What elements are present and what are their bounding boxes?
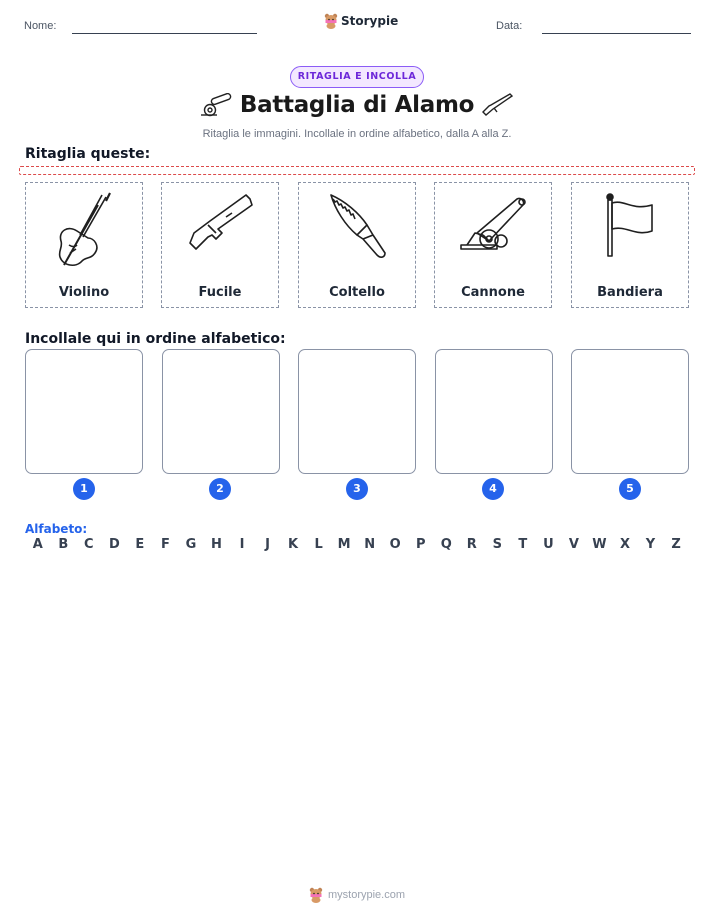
cut-card-fucile[interactable] (161, 182, 279, 308)
cut-card-coltello[interactable] (298, 182, 416, 308)
paste-slot-4[interactable] (435, 349, 553, 474)
cut-card-violino[interactable] (25, 182, 143, 308)
letter: C (84, 537, 94, 552)
letter: N (364, 537, 376, 552)
slot-number-4: 4 (482, 478, 504, 500)
slot-number-3: 3 (346, 478, 368, 500)
rifle-title-icon (481, 93, 515, 119)
bear-mascot-icon (324, 13, 338, 29)
violin-icon (50, 191, 120, 271)
flag-icon (596, 191, 666, 271)
paste-slot-5[interactable] (571, 349, 689, 474)
letter: R (466, 537, 477, 552)
letter: U (543, 537, 554, 552)
letter: Z (671, 537, 681, 552)
cannon-icon (459, 191, 529, 271)
letter: O (389, 537, 401, 552)
cut-card-label: Bandiera (597, 285, 663, 300)
letter: M (337, 537, 351, 552)
slot-number-5: 5 (619, 478, 641, 500)
cut-card-label: Cannone (461, 285, 525, 300)
letter: H (211, 537, 222, 552)
letter: A (32, 537, 43, 552)
letter: I (239, 537, 245, 552)
name-field-line[interactable] (72, 33, 257, 34)
letter: Q (440, 537, 452, 552)
letter: J (265, 537, 270, 552)
page-title: Battaglia di Alamo (239, 92, 475, 118)
cut-card-label: Fucile (198, 285, 242, 300)
instructions: Ritaglia le immagini. Incollale in ordine alfabetico, dalla A alla Z. (202, 128, 512, 140)
letter: F (160, 537, 170, 552)
activity-badge: RITAGLIA E INCOLLA (290, 66, 424, 88)
letter: S (492, 537, 502, 552)
letter: Y (645, 537, 656, 552)
letter: D (108, 537, 120, 552)
letter: L (314, 537, 323, 552)
name-label: Nome: (24, 20, 57, 32)
paste-section-heading: Incollale qui in ordine alfabetico: (25, 331, 286, 347)
cut-card-cannone[interactable] (434, 182, 552, 308)
cut-card-label: Coltello (329, 285, 385, 300)
storypie-logo (324, 13, 398, 29)
letter: B (58, 537, 69, 552)
paste-slot-2[interactable] (162, 349, 280, 474)
paste-slot-3[interactable] (298, 349, 416, 474)
letter: P (415, 537, 426, 552)
brand-name: Storypie (341, 14, 399, 28)
footer (309, 887, 405, 903)
bear-mascot-icon (309, 887, 323, 903)
letter: E (135, 537, 145, 552)
footer-url[interactable]: mystorypie.com (328, 889, 406, 901)
date-field-line[interactable] (542, 33, 691, 34)
letter: K (288, 537, 299, 552)
letter: W (592, 537, 607, 552)
alphabet-heading: Alfabeto: (25, 522, 88, 536)
paste-slot-1[interactable] (25, 349, 143, 474)
slot-number-2: 2 (209, 478, 231, 500)
date-label: Data: (496, 20, 523, 32)
cut-card-bandiera[interactable] (571, 182, 689, 308)
letter: G (185, 537, 197, 552)
alphabet-row (25, 537, 689, 552)
slot-number-1: 1 (73, 478, 95, 500)
cut-line (19, 166, 695, 175)
letter: X (619, 537, 630, 552)
letter: T (518, 537, 528, 552)
cut-card-label: Violino (58, 285, 110, 300)
rifle-icon (186, 191, 256, 271)
letter: V (568, 537, 579, 552)
cut-section-heading: Ritaglia queste: (25, 146, 151, 162)
knife-icon (323, 191, 393, 271)
